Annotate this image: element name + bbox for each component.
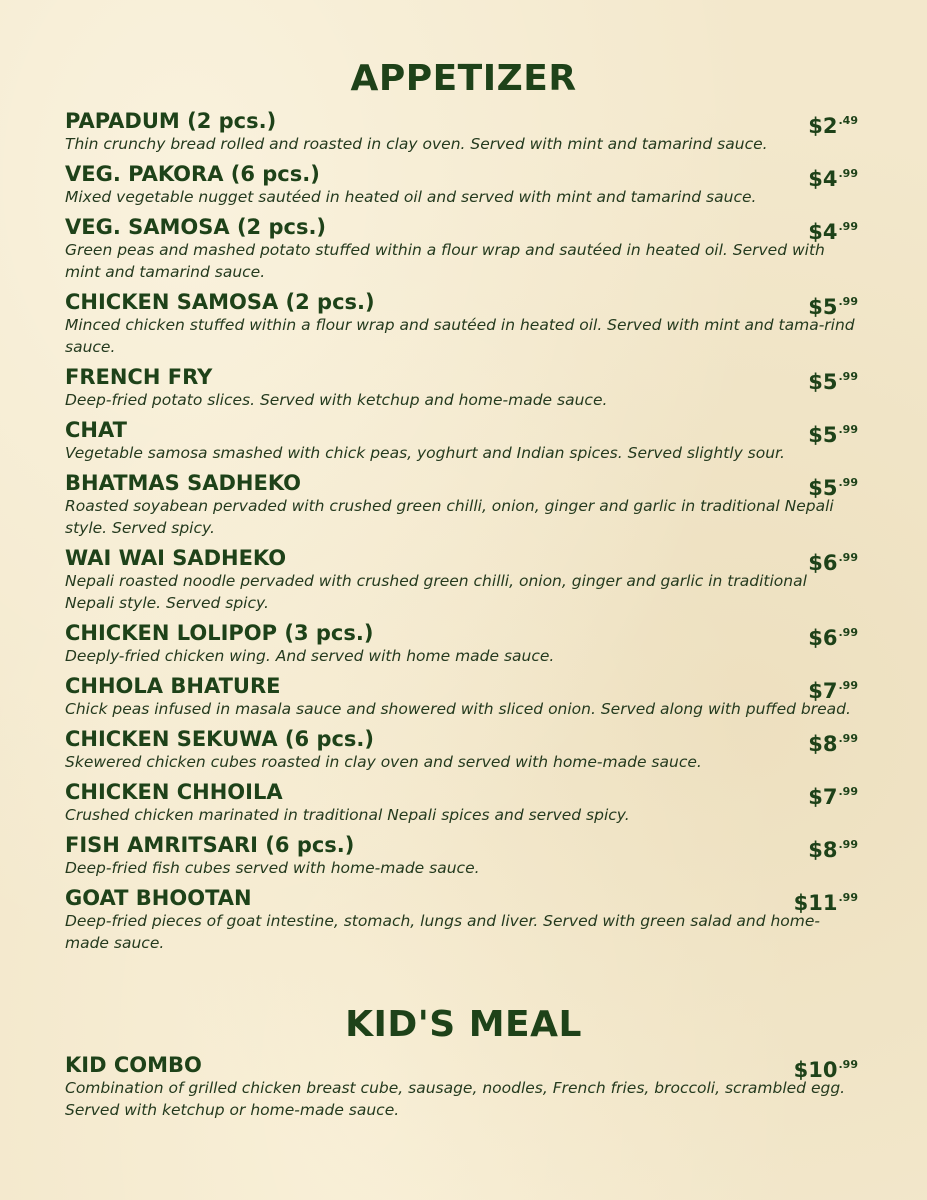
- price-cents: .99: [838, 167, 858, 180]
- price-cents: .99: [838, 220, 858, 233]
- price-dollars: $6: [808, 551, 838, 575]
- item-price: [808, 364, 858, 395]
- price-cents: .99: [838, 476, 858, 489]
- item-price: [808, 726, 858, 757]
- item-price: [808, 779, 858, 810]
- item-name: BHATMAS SADHEKO: [65, 471, 302, 495]
- item-description: Deep-fried pieces of goat intestine, stomach, lungs and liver. Served with green salad and home-made sauce.: [65, 912, 821, 952]
- price-dollars: $4: [808, 167, 838, 191]
- item-description: Thin crunchy bread rolled and roasted in clay oven. Served with mint and tamarind sauce.: [65, 135, 768, 153]
- price-dollars: $4: [808, 220, 838, 244]
- menu-item-header: [65, 364, 860, 394]
- item-description: Chick peas infused in masala sauce and showered with sliced onion. Served along with puffed bread.: [65, 700, 851, 718]
- item-price: [808, 545, 858, 576]
- price-cents: .99: [838, 838, 858, 851]
- menu-item: [65, 161, 860, 208]
- menu-item-header: [65, 1052, 860, 1082]
- item-name: CHICKEN LOLIPOP (3 pcs.): [65, 621, 374, 645]
- price-cents: .99: [838, 370, 858, 383]
- item-name: GOAT BHOOTAN: [65, 886, 252, 910]
- appetizer-title: APPETIZER: [350, 58, 577, 99]
- price-cents: .99: [838, 785, 858, 798]
- item-description: Roasted soyabean pervaded with crushed green chilli, onion, ginger and garlic in traditional Nepali style. Served spicy.: [65, 497, 834, 537]
- price-dollars: $5: [808, 423, 838, 447]
- price-cents: .49: [838, 114, 858, 127]
- price-dollars: $7: [808, 679, 838, 703]
- item-description: Vegetable samosa smashed with chick peas, yoghurt and Indian spices. Served slightly sour.: [65, 444, 785, 462]
- menu-item-header: [65, 832, 860, 862]
- item-price: [808, 832, 858, 863]
- menu-item-header: [65, 545, 860, 575]
- menu-item-header: [65, 108, 860, 138]
- item-price: [808, 108, 858, 139]
- menu-item-header: [65, 289, 860, 319]
- item-name: VEG. PAKORA (6 pcs.): [65, 162, 320, 186]
- kids-meal-title: KID'S MEAL: [345, 1004, 582, 1045]
- price-dollars: $7: [808, 785, 838, 809]
- item-description: Skewered chicken cubes roasted in clay oven and served with home-made sauce.: [65, 753, 702, 771]
- item-name: FRENCH FRY: [65, 365, 213, 389]
- price-dollars: $2: [808, 114, 838, 138]
- price-dollars: $8: [808, 732, 838, 756]
- item-name: WAI WAI SADHEKO: [65, 546, 287, 570]
- price-dollars: $11: [793, 891, 838, 915]
- item-name: CHICKEN SEKUWA (6 pcs.): [65, 727, 375, 751]
- item-description: Deeply-fried chicken wing. And served with home made sauce.: [65, 647, 555, 665]
- price-cents: .99: [838, 1058, 858, 1071]
- item-name: CHICKEN SAMOSA (2 pcs.): [65, 290, 375, 314]
- menu-item: [65, 364, 860, 411]
- item-description: Minced chicken stuffed within a flour wrap and sautéed in heated oil. Served with mint and tama-rind sauce.: [65, 316, 855, 356]
- item-name: CHAT: [65, 418, 127, 442]
- item-name: CHICKEN CHHOILA: [65, 780, 283, 804]
- item-description: Deep-fried fish cubes served with home-made sauce.: [65, 859, 480, 877]
- item-description: Combination of grilled chicken breast cube, sausage, noodles, French fries, broccoli, scrambled egg. Served with ketchup or home-made sauce.: [65, 1079, 846, 1119]
- menu-item: [65, 1052, 860, 1121]
- price-cents: .99: [838, 423, 858, 436]
- menu-item: [65, 545, 860, 614]
- kids-meal-list: [65, 1052, 860, 1127]
- menu-item-header: [65, 779, 860, 809]
- item-description: Crushed chicken marinated in traditional Nepali spices and served spicy.: [65, 806, 630, 824]
- item-name: FISH AMRITSARI (6 pcs.): [65, 833, 355, 857]
- price-dollars: $10: [793, 1058, 838, 1082]
- menu-item: [65, 470, 860, 539]
- menu-item-header: [65, 417, 860, 447]
- price-cents: .99: [838, 626, 858, 639]
- item-name: PAPADUM (2 pcs.): [65, 109, 277, 133]
- item-price: [808, 620, 858, 651]
- item-name: CHHOLA BHATURE: [65, 674, 281, 698]
- menu-item-header: [65, 726, 860, 756]
- price-dollars: $5: [808, 370, 838, 394]
- menu-item-header: [65, 161, 860, 191]
- item-description: Green peas and mashed potato stuffed within a flour wrap and sautéed in heated oil. Served with mint and tamarind sauce.: [65, 241, 825, 281]
- item-description: Nepali roasted noodle pervaded with crushed green chilli, onion, ginger and garlic in traditional Nepali style. Served spicy.: [65, 572, 807, 612]
- menu-item: [65, 417, 860, 464]
- menu-item: [65, 289, 860, 358]
- menu-item-header: [65, 885, 860, 915]
- price-dollars: $5: [808, 476, 838, 500]
- price-cents: .99: [838, 551, 858, 564]
- price-cents: .99: [838, 295, 858, 308]
- item-name: VEG. SAMOSA (2 pcs.): [65, 215, 327, 239]
- price-cents: .99: [838, 679, 858, 692]
- item-description: Mixed vegetable nugget sautéed in heated oil and served with mint and tamarind sauce.: [65, 188, 757, 206]
- menu-item-header: [65, 470, 860, 500]
- menu-item: [65, 832, 860, 879]
- item-price: [808, 161, 858, 192]
- menu-item: [65, 620, 860, 667]
- menu-item: [65, 885, 860, 954]
- menu-item: [65, 779, 860, 826]
- price-dollars: $8: [808, 838, 838, 862]
- menu-item: [65, 108, 860, 155]
- menu-item: [65, 673, 860, 720]
- price-cents: .99: [838, 891, 858, 904]
- item-description: Deep-fried potato slices. Served with ketchup and home-made sauce.: [65, 391, 608, 409]
- menu-item-header: [65, 620, 860, 650]
- menu-item: [65, 214, 860, 283]
- price-dollars: $6: [808, 626, 838, 650]
- appetizer-list: [65, 108, 860, 960]
- item-price: [808, 417, 858, 448]
- item-name: KID COMBO: [65, 1053, 202, 1077]
- menu-item: [65, 726, 860, 773]
- price-cents: .99: [838, 732, 858, 745]
- price-dollars: $5: [808, 295, 838, 319]
- menu-item-header: [65, 673, 860, 703]
- menu-item-header: [65, 214, 860, 244]
